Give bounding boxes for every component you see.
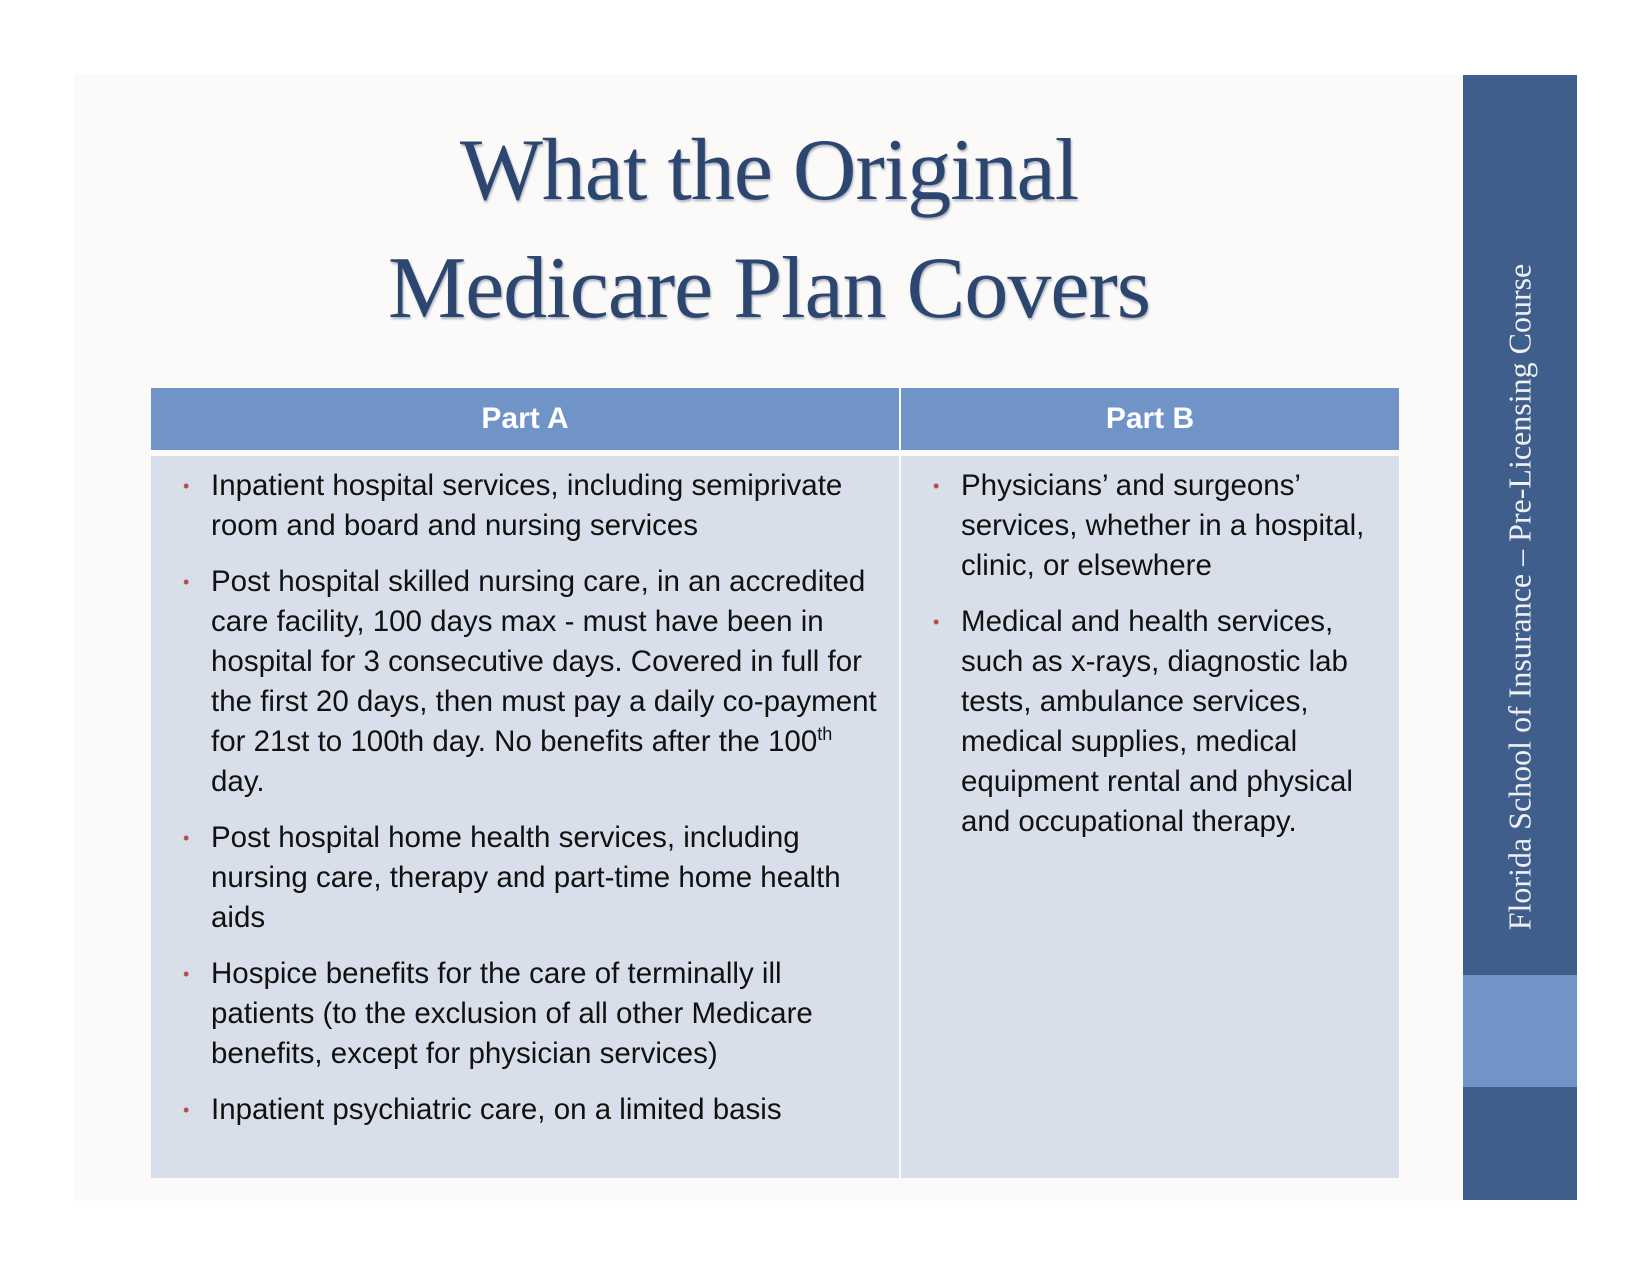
bullet-icon: •	[183, 572, 190, 592]
title-line-2: Medicare Plan Covers	[388, 240, 1150, 337]
list-item: • Physicians’ and surgeons’ services, whether in a hospital, clinic, or elsewhere	[961, 466, 1383, 586]
bullet-icon: •	[933, 612, 940, 632]
list-item: • Hospice benefits for the care of terminally ill patients (to the exclusion of all other Medicare benefits, except for physician services)	[211, 954, 883, 1074]
list-item: • Medical and health services, such as x-rays, diagnostic lab tests, ambulance services, medical supplies, medical equipment rental and physical and occupational therapy.	[961, 602, 1383, 842]
bullet-icon: •	[183, 964, 190, 984]
part-a-list	[151, 456, 899, 1130]
list-item: • Inpatient psychiatric care, on a limited basis	[211, 1090, 883, 1130]
bullet-icon: •	[183, 476, 190, 496]
bullet-icon: •	[933, 476, 940, 496]
sidebar-accent-band	[1463, 975, 1577, 1087]
bullet-icon: •	[183, 828, 190, 848]
header-part-b: Part B	[901, 388, 1399, 450]
slide-title	[75, 112, 1463, 348]
header-part-a: Part A	[151, 388, 899, 450]
list-item: • Post hospital skilled nursing care, in an accredited care facility, 100 days max - must have been in hospital for 3 consecutive days. Covered in full for the first 20 days, then must pay a daily co-payment for 21st to 100th day. No benefits after the 100th day.	[211, 562, 883, 802]
list-item: • Post hospital home health services, including nursing care, therapy and part-time home health aids	[211, 818, 883, 938]
sidebar-banner	[1463, 75, 1577, 1200]
part-b-cell	[901, 456, 1399, 1178]
title-line-1: What the Original	[459, 122, 1079, 219]
coverage-table	[151, 388, 1399, 1178]
part-b-list	[901, 456, 1399, 842]
list-item: • Inpatient hospital services, including semiprivate room and board and nursing services	[211, 466, 883, 546]
part-a-cell	[151, 456, 899, 1178]
bullet-icon: •	[183, 1100, 190, 1120]
course-label: Florida School of Insurance – Pre-Licensing Course	[1501, 263, 1538, 931]
